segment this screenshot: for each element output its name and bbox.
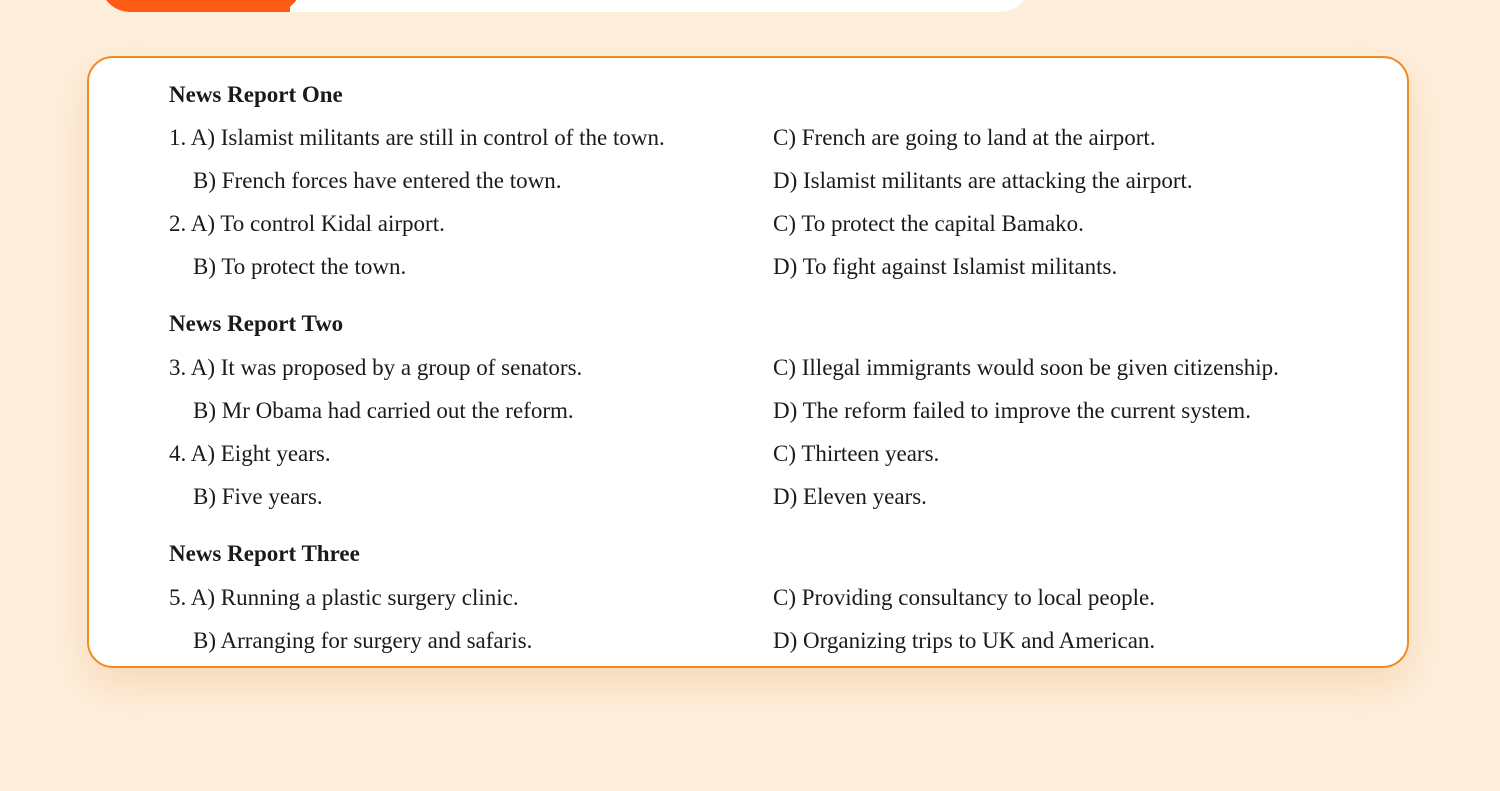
header-accent: [100, 0, 290, 12]
section-title: News Report One: [169, 82, 343, 107]
section-title: News Report Three: [169, 541, 360, 566]
question-5-option-c[interactable]: C) Providing consultancy to local people.: [773, 585, 1155, 610]
question-1-option-c[interactable]: C) French are going to land at the airport.: [773, 125, 1156, 150]
question-5-option-a[interactable]: 5. A) Running a plastic surgery clinic.: [169, 585, 519, 610]
question-4-option-c[interactable]: C) Thirteen years.: [773, 441, 940, 466]
question-card: [87, 56, 1409, 668]
question-1-option-d[interactable]: D) Islamist militants are attacking the airport.: [773, 168, 1193, 193]
question-3-option-d[interactable]: D) The reform failed to improve the current system.: [773, 398, 1251, 423]
question-2-option-d[interactable]: D) To fight against Islamist militants.: [773, 254, 1118, 279]
question-2-option-a[interactable]: 2. A) To control Kidal airport.: [169, 211, 445, 236]
question-4-option-d[interactable]: D) Eleven years.: [773, 484, 927, 509]
question-2-option-c[interactable]: C) To protect the capital Bamako.: [773, 211, 1084, 236]
question-5-option-b[interactable]: B) Arranging for surgery and safaris.: [193, 628, 533, 653]
question-3-option-b[interactable]: B) Mr Obama had carried out the reform.: [193, 398, 574, 423]
question-1-option-a[interactable]: 1. A) Islamist militants are still in control of the town.: [169, 125, 665, 150]
question-1-option-b[interactable]: B) French forces have entered the town.: [193, 168, 562, 193]
header-tab: [100, 0, 1030, 12]
question-4-option-a[interactable]: 4. A) Eight years.: [169, 441, 331, 466]
question-5-option-d[interactable]: D) Organizing trips to UK and American.: [773, 628, 1156, 653]
question-3-option-a[interactable]: 3. A) It was proposed by a group of senators.: [169, 355, 583, 380]
question-2-option-b[interactable]: B) To protect the town.: [193, 254, 407, 279]
section-title: News Report Two: [169, 311, 344, 336]
question-4-option-b[interactable]: B) Five years.: [193, 484, 323, 509]
question-3-option-c[interactable]: C) Illegal immigrants would soon be given citizenship.: [773, 355, 1279, 380]
